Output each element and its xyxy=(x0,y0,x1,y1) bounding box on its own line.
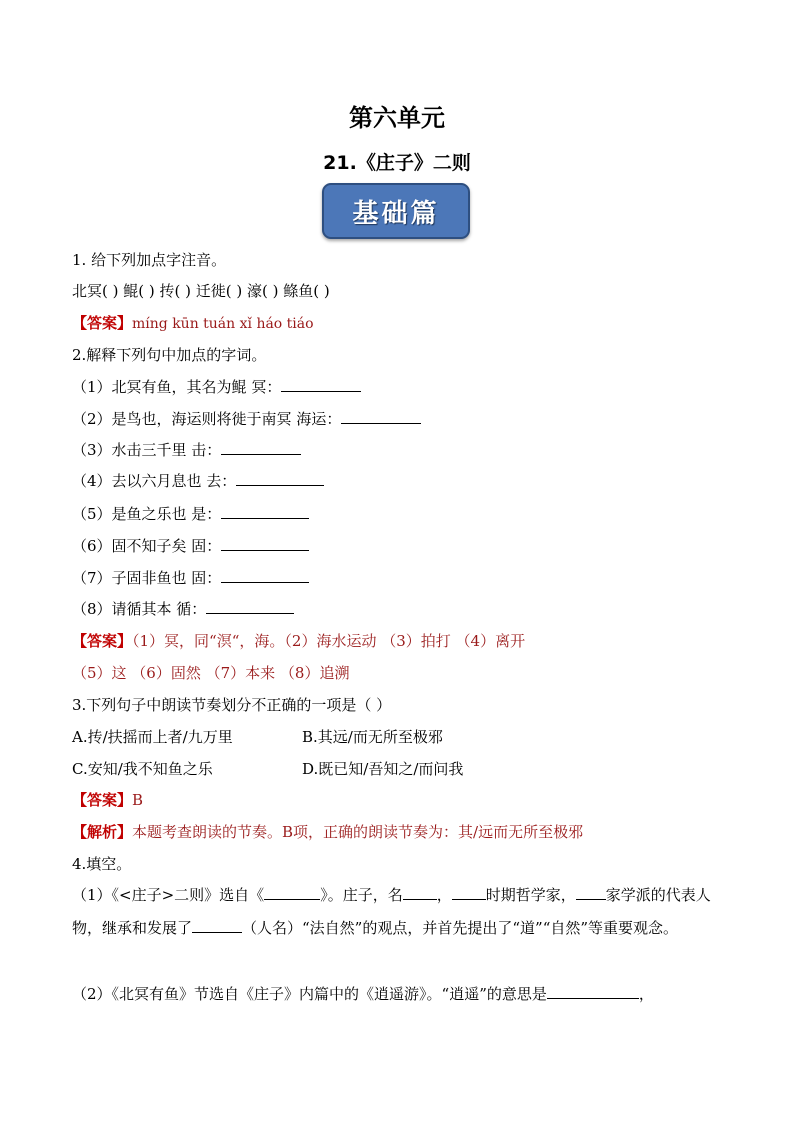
q3-answer-text: B xyxy=(132,791,144,809)
answer-blank xyxy=(281,377,361,392)
answer-tag: 【答案】 xyxy=(72,791,133,809)
section-badge xyxy=(322,183,470,239)
q3-analysis-text: 本题考查朗读的节奏。B项，正确的朗读节奏为：其/远而无所至极邪 xyxy=(132,823,584,841)
unit-title: 第六单元 xyxy=(349,104,445,132)
q4-text: 家学派的代表人物，继承和发展了 xyxy=(72,886,711,937)
analysis-tag: 【解析】 xyxy=(72,823,133,841)
section-badge-label: 基础篇 xyxy=(352,198,440,229)
q3-answer xyxy=(72,790,143,810)
q1-answer xyxy=(72,313,314,334)
answer-blank xyxy=(576,885,606,900)
answer-blank xyxy=(206,599,294,614)
q2-item xyxy=(72,568,309,588)
answer-blank xyxy=(341,409,421,424)
q1-stem: 1. 给下列加点字注音。 xyxy=(72,251,227,269)
q2-item xyxy=(72,377,361,397)
answer-blank xyxy=(264,885,320,900)
q3-stem: 3.下列句子中朗读节奏划分不正确的一项是（ ） xyxy=(72,696,392,714)
answer-tag: 【答案】 xyxy=(72,632,133,650)
q3-option-a: A.抟/扶摇而上者/九万里 xyxy=(72,728,233,746)
q2-item-text: （7）子固非鱼也 固： xyxy=(72,569,222,587)
q3-option-b: B.其远/而无所至极邪 xyxy=(302,728,443,746)
answer-blank xyxy=(236,471,324,486)
answer-blank xyxy=(221,440,301,455)
answer-blank xyxy=(403,885,437,900)
q1-answer-text: míng kūn tuán xǐ háo tiáo xyxy=(132,316,314,332)
answer-blank xyxy=(221,568,309,583)
q2-item-text: （2）是鸟也，海运则将徙于南冥 海运： xyxy=(72,410,342,428)
q2-item-text: （1）北冥有鱼，其名为鲲 冥： xyxy=(72,378,282,396)
q4-text: （人名）“法自然”的观点，并首先提出了“道”“自然”等重要观念。 xyxy=(242,919,679,937)
q4-text: 》。庄子，名 xyxy=(320,886,403,904)
q2-answer-line2: （5）这 （6）固然 （7）本来 （8）追溯 xyxy=(72,664,350,682)
q2-item xyxy=(72,409,421,429)
q4-text: ， xyxy=(638,985,654,1003)
q2-stem: 2.解释下列句中加点的字词。 xyxy=(72,346,267,364)
q2-item xyxy=(72,471,324,491)
q2-item-text: （4）去以六月息也 去： xyxy=(72,472,237,490)
q4-text: 时期哲学家， xyxy=(485,886,576,904)
answer-blank xyxy=(221,504,309,519)
q2-item xyxy=(72,504,309,524)
q2-answer xyxy=(72,631,525,651)
answer-blank xyxy=(452,885,486,900)
q4-paragraph-2 xyxy=(72,984,654,1004)
q4-text: （1）《<庄子>二则》选自《 xyxy=(72,886,265,904)
q4-text: （2）《北冥有鱼》节选自《庄子》内篇中的《逍遥游》。“逍遥”的意思是 xyxy=(72,985,547,1003)
answer-blank xyxy=(547,984,639,999)
q2-item xyxy=(72,536,309,556)
q2-item xyxy=(72,440,301,460)
answer-blank xyxy=(192,918,242,933)
q4-paragraph-1 xyxy=(72,879,724,945)
q3-option-c: C.安知/我不知鱼之乐 xyxy=(72,760,213,778)
q2-item-text: （8）请循其本 循： xyxy=(72,600,207,618)
q4-text: ， xyxy=(436,886,452,904)
q1-items: 北冥( ) 鲲( ) 抟( ) 迁徙( ) 濠( ) 鲦鱼( ) xyxy=(72,282,330,300)
answer-tag: 【答案】 xyxy=(72,314,133,332)
q2-answer-line1: （1）冥，同“溟“，海。（2）海水运动 （3）拍打 （4）离开 xyxy=(132,632,526,650)
q3-analysis xyxy=(72,822,583,842)
q3-option-d: D.既已知/吾知之/而问我 xyxy=(302,760,464,778)
q2-item xyxy=(72,599,294,619)
answer-blank xyxy=(221,536,309,551)
q2-item-text: （6）固不知子矣 固： xyxy=(72,537,222,555)
q2-item-text: （3）水击三千里 击： xyxy=(72,441,222,459)
q4-stem: 4.填空。 xyxy=(72,855,132,873)
q2-item-text: （5）是鱼之乐也 是： xyxy=(72,505,222,523)
lesson-title: 21.《庄子》二则 xyxy=(323,152,471,174)
